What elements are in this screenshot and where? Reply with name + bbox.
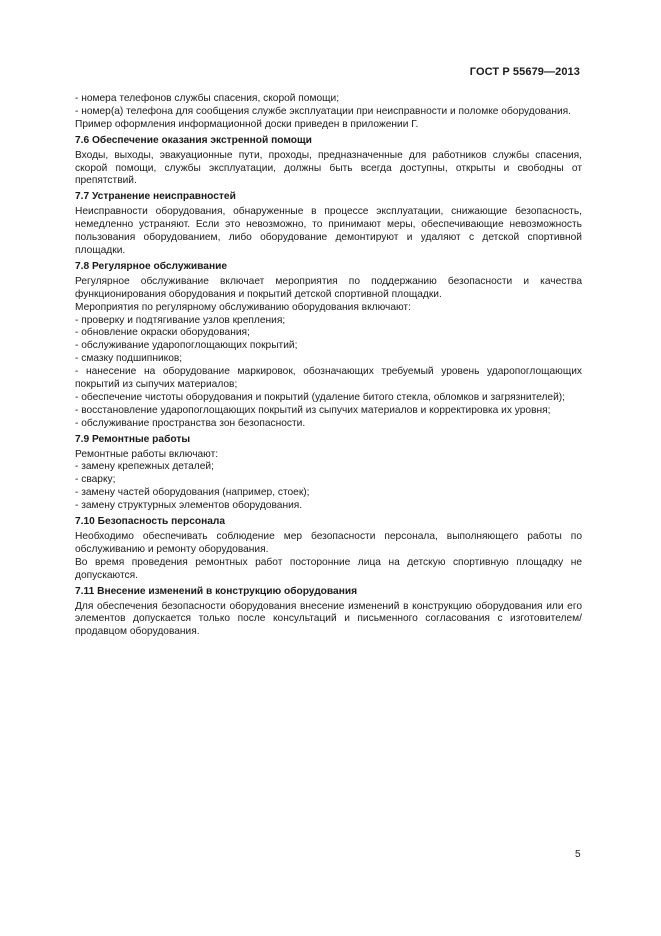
section-heading: 7.9 Ремонтные работы: [75, 433, 191, 445]
list-item: - обслуживание пространства зон безопасности.: [75, 417, 306, 429]
list-item: - обеспечение чистоты оборудования и покрытий (удаление битого стекла, обломков и загрязнителей);: [75, 391, 565, 403]
paragraph: Пример оформления информационной доски приведен в приложении Г.: [75, 118, 419, 130]
list-item: - проверку и подтягивание узлов крепления;: [75, 314, 286, 326]
list-item: - замену структурных элементов оборудования.: [75, 500, 303, 512]
paragraph: Неисправности оборудования, обнаруженные в процессе эксплуатации, снижающие безопасность, немедленно устраняют. Если это невозможно, то принимают меры, обеспечивающие невозможность пользования оборудованием, либо оборудование демонтируют и удаляют с детской спортивной площадки.: [75, 206, 582, 256]
section-heading: 7.8 Регулярное обслуживание: [75, 260, 228, 272]
paragraph: Регулярное обслуживание включает мероприятия по поддержанию безопасности и качества функционирования оборудования и покрытий детской спортивной площадки.: [75, 275, 582, 300]
document-header: ГОСТ Р 55679—2013: [469, 66, 580, 78]
list-item: - сварку;: [75, 474, 116, 486]
document-body: [75, 93, 582, 639]
list-item: - обслуживание ударопоглощающих покрытий;: [75, 340, 298, 352]
section-heading: 7.7 Устранение неисправностей: [75, 191, 236, 203]
list-item: - замену крепежных деталей;: [75, 461, 214, 473]
list-item: - восстановление ударопоглощающих покрытий из сыпучих материалов и корректировка их уровня;: [75, 404, 551, 416]
paragraph: Для обеспечения безопасности оборудования внесение изменений в конструкцию оборудования или его элементов допускается только после консультаций и письменного согласования с изготовителем/продавцом оборудования.: [75, 600, 582, 638]
list-item: - нанесение на оборудование маркировок, обозначающих требуемый уровень ударопоглощающих покрытий из сыпучих материалов;: [75, 366, 582, 391]
paragraph: Входы, выходы, эвакуационные пути, проходы, предназначенные для работников службы спасения, скорой помощи, службы эксплуатации, должны быть всегда доступны, открыты и свободны от препятствий.: [75, 149, 582, 187]
section-heading: 7.10 Безопасность персонала: [75, 516, 226, 528]
list-item: - замену частей оборудования (например, стоек);: [75, 487, 310, 499]
list-item: - смазку подшипников;: [75, 353, 183, 365]
paragraph: Ремонтные работы включают:: [75, 448, 219, 460]
section-heading: 7.11 Внесение изменений в конструкцию оборудования: [75, 585, 358, 597]
paragraph: Необходимо обеспечивать соблюдение мер безопасности персонала, выполняющего работы по обслуживанию и ремонту оборудования.: [75, 531, 582, 555]
list-item: - обновление окраски оборудования;: [75, 327, 250, 339]
paragraph: Во время проведения ремонтных работ посторонние лица на детскую спортивную площадку не допускаются.: [75, 556, 582, 581]
list-item: - номера телефонов службы спасения, скорой помощи;: [75, 93, 340, 104]
page-number: 5: [575, 849, 581, 860]
section-heading: 7.6 Обеспечение оказания экстренной помощи: [75, 134, 312, 146]
list-item: - номер(а) телефона для сообщения службе эксплуатации при неисправности и поломке оборудования.: [75, 105, 571, 117]
paragraph: Мероприятия по регулярному обслуживанию оборудования включают:: [75, 301, 411, 313]
